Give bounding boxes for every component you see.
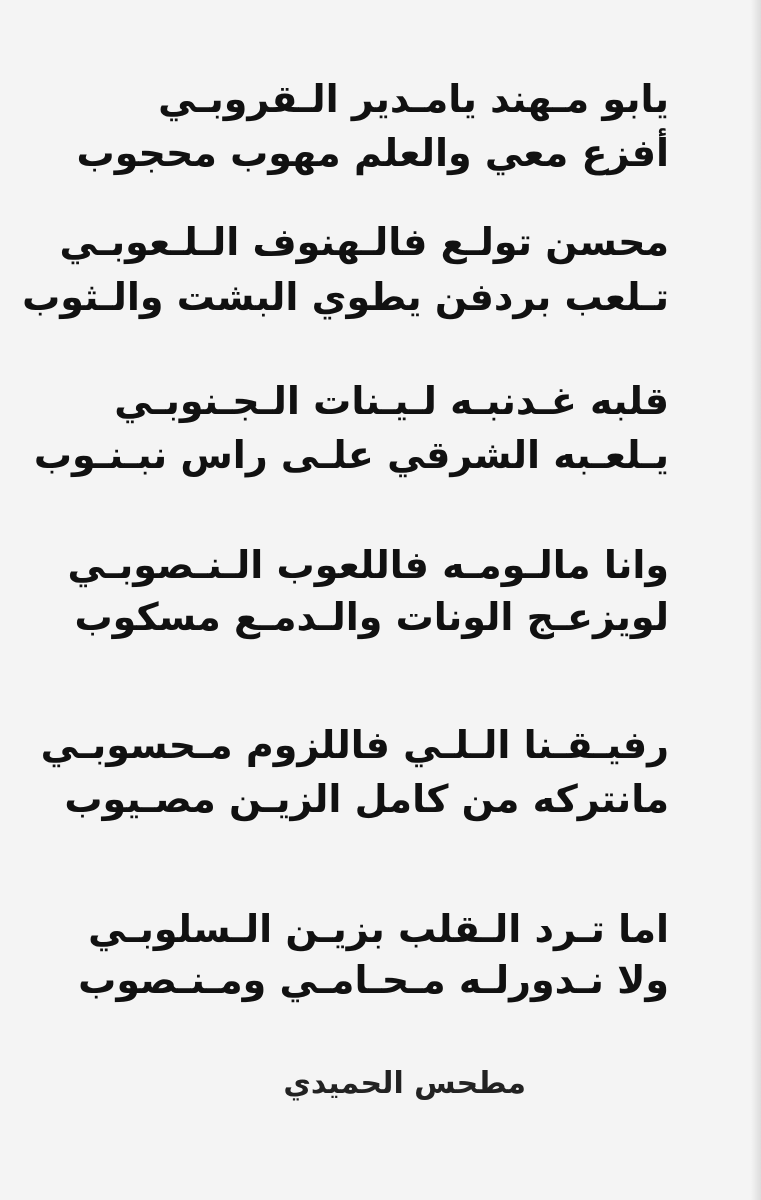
stanza-6-line-2: ولا نـدورلـه مـحـامـي ومـنـصوب <box>78 958 669 1002</box>
stanza-5-line-2: مانتركه من كامل الزيـن مصـيوب <box>64 777 669 821</box>
stanza-6-line-1: اما تـرد الـقلب بزيـن الـسلوبـي <box>88 907 669 951</box>
stanza-1-line-2: أفزع معي والعلم مهوب محجوب <box>76 131 669 175</box>
stanza-4-line-2: لويزعـج الونات والـدمـع مسكوب <box>74 595 669 639</box>
stanza-5-line-1: رفيـقـنا الـلـي فاللزوم مـحسوبـي <box>40 723 669 767</box>
stanza-3-line-1: قلبه غـدنبـه لـيـنات الـجـنوبـي <box>114 379 669 423</box>
stanza-2-line-1: محسن تولـع فالـهنوف الـلـعوبـي <box>59 220 669 264</box>
page-right-shadow <box>751 0 761 1200</box>
poet-signature: مطحس الحميدي <box>283 1066 526 1101</box>
stanza-4-line-1: وانا مالـومـه فاللعوب الـنـصوبـي <box>67 543 669 587</box>
stanza-3-line-2: يـلعـبه الشرقي علـى راس نبـنـوب <box>33 433 669 477</box>
stanza-1-line-1: يابو مـهند يامـدير الـقروبـي <box>158 77 669 121</box>
stanza-2-line-2: تـلعب بردفن يطوي البشت والـثوب <box>22 275 669 319</box>
